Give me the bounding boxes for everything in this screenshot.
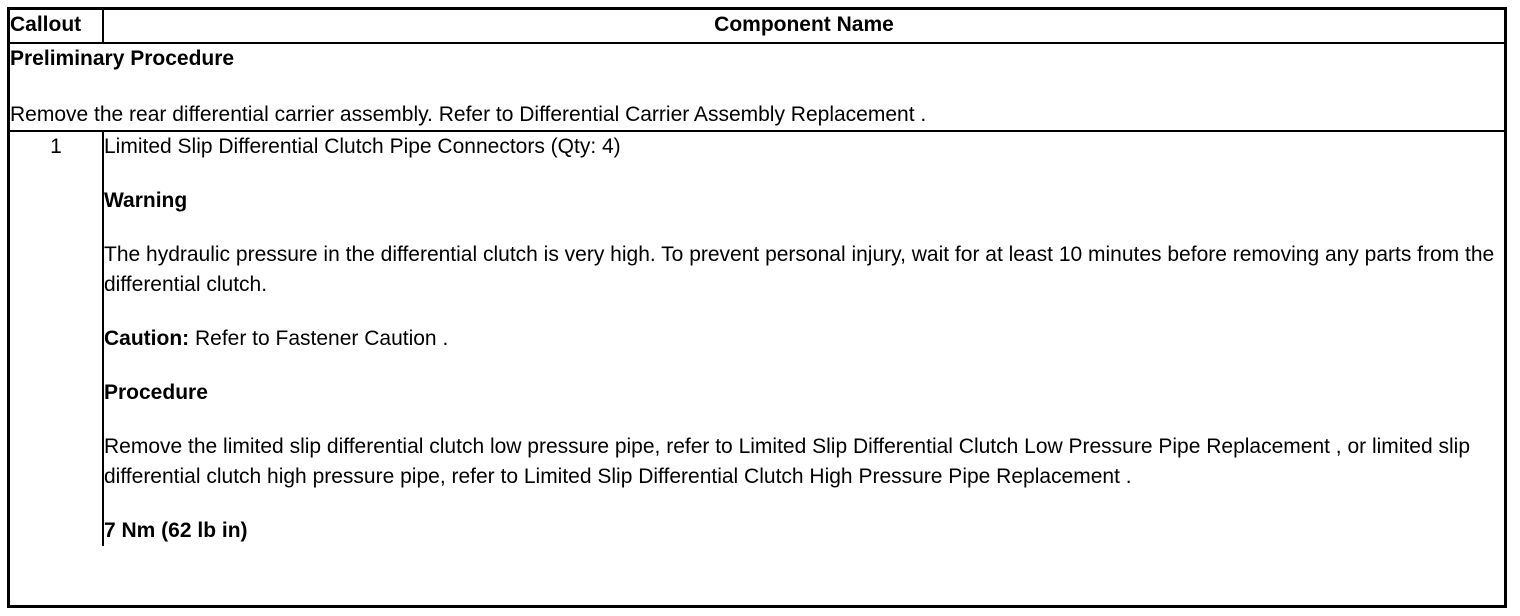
preliminary-title: Preliminary Procedure — [10, 47, 235, 70]
warning-text: The hydraulic pressure in the differential clutch is very high. To prevent personal injury, wait for at least 10 minutes before removing any parts from the differential clutch. — [104, 243, 1495, 296]
preliminary-row — [10, 43, 1504, 131]
procedure-text: Remove the limited slip differential clutch low pressure pipe, refer to Limited Slip Differential Clutch Low Pressure Pipe Replacement , or limited slip differential clutch high pressure pipe, refer to Limited Slip Differential Clutch High Pressure Pipe Replacement . — [104, 435, 1471, 488]
caution-line — [104, 324, 1504, 354]
callout-header: Callout — [10, 10, 103, 43]
procedure-title: Procedure — [104, 381, 208, 404]
preliminary-cell — [10, 43, 1504, 131]
header-row — [10, 10, 1504, 43]
component-name: Limited Slip Differential Clutch Pipe Connectors (Qty: 4) — [104, 135, 621, 158]
torque-spec: 7 Nm (62 lb in) — [104, 519, 248, 542]
table-row — [10, 131, 1504, 546]
caution-label: Caution: — [104, 327, 190, 350]
callout-number: 1 — [10, 131, 103, 546]
procedure-document — [7, 7, 1507, 608]
procedure-table — [10, 10, 1504, 546]
component-cell — [103, 131, 1504, 546]
preliminary-text: Remove the rear differential carrier assembly. Refer to Differential Carrier Assembly Replacement . — [10, 103, 927, 126]
caution-text: Refer to Fastener Caution . — [189, 327, 449, 350]
warning-title: Warning — [104, 189, 188, 212]
component-name-header: Component Name — [103, 10, 1504, 43]
